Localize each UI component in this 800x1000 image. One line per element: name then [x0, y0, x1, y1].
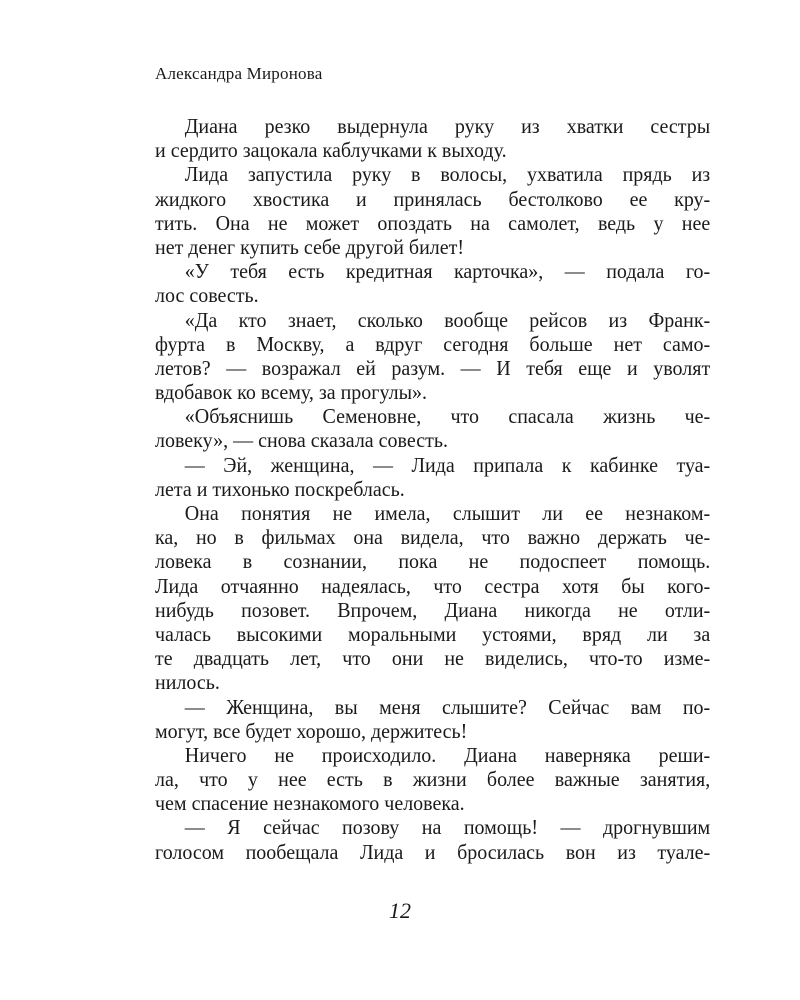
- text-line: ловека в сознании, пока не подоспеет помощь.: [155, 549, 711, 574]
- text-line: нилось.: [155, 670, 220, 695]
- page-number: 12: [389, 898, 411, 923]
- text-line: те двадцать лет, что они не виделись, что-то изме-: [155, 646, 711, 671]
- text-line: летов? — возражал ей разум. — И тебя еще и уволят: [155, 355, 711, 380]
- text-line: Она понятия не имела, слышит ли ее незнаком-: [184, 501, 711, 525]
- text-line: Лида отчаянно надеялась, что сестра хотя бы кого-: [155, 573, 711, 598]
- text-line: нет денег купить себе другой билет!: [155, 234, 465, 259]
- text-line: Диана резко выдернула руку из хватки сестры: [184, 114, 711, 138]
- text-line: — Я сейчас позову на помощь! — дрогнувшим: [184, 815, 711, 840]
- text-line: нибудь позовет. Впрочем, Диана никогда не отли-: [155, 597, 711, 622]
- text-line: голосом пообещала Лида и бросилась вон из туале-: [155, 839, 711, 864]
- text-line: чалась высокими моральными устоями, вряд ли за: [155, 621, 711, 646]
- text-line: тить. Она не может опоздать на самолет, ведь у нее: [155, 210, 711, 235]
- text-line: лета и тихонько поскреблась.: [155, 476, 405, 501]
- text-line: «У тебя есть кредитная карточка», — подала го-: [184, 259, 711, 284]
- text-line: «Да кто знает, сколько вообще рейсов из Франк-: [184, 307, 711, 332]
- text-line: лос совесть.: [155, 283, 259, 308]
- text-line: могут, все будет хорошо, держитесь!: [155, 718, 468, 743]
- text-line: фурта в Москву, а вдруг сегодня больше нет само-: [155, 331, 711, 356]
- text-line: ловеку», — снова сказала совесть.: [155, 428, 448, 453]
- text-line: вдобавок ко всему, за прогулы».: [155, 380, 428, 405]
- text-line: и сердито зацокала каблучками к выходу.: [155, 138, 507, 163]
- text-line: ка, но в фильмах она видела, что важно держать че-: [155, 525, 711, 550]
- text-line: Ничего не происходило. Диана наверняка реши-: [184, 742, 711, 767]
- text-line: ла, что у нее есть в жизни более важные занятия,: [155, 767, 711, 792]
- text-line: «Объяснишь Семеновне, что спасала жизнь че-: [184, 404, 711, 429]
- text-line: — Женщина, вы меня слышите? Сейчас вам по-: [184, 694, 711, 719]
- text-line: жидкого хвостика и принялась бестолково ее кру-: [155, 186, 711, 211]
- text-line: — Эй, женщина, — Лида припала к кабинке туа-: [184, 452, 711, 477]
- running-head-author: Александра Миронова: [155, 64, 323, 83]
- body-text: [155, 114, 710, 864]
- text-line: Лида запустила руку в волосы, ухватила прядь из: [184, 162, 711, 187]
- text-line: чем спасение незнакомого человека.: [155, 791, 465, 816]
